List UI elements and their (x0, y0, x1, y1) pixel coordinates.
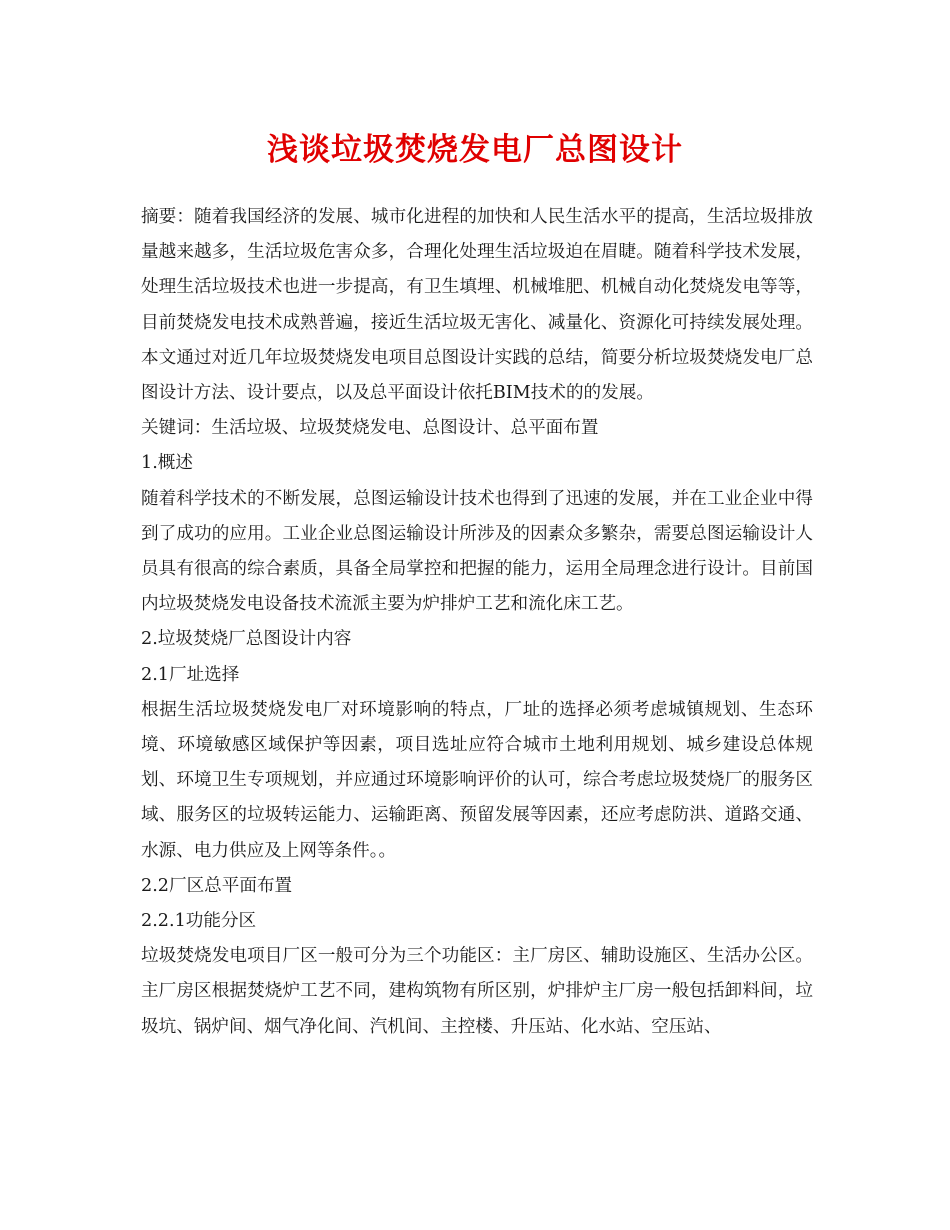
section-2-2-1-heading: 2.2.1功能分区 (141, 911, 257, 932)
section-1-heading: 1.概述 (141, 453, 193, 474)
document-body (141, 200, 813, 1045)
section-2-1-heading: 2.1厂址选择 (141, 664, 240, 685)
section-2-2-heading: 2.2厂区总平面布置 (141, 875, 293, 896)
document-title: 浅谈垃圾焚烧发电厂总图设计 (267, 132, 683, 168)
section-2-heading: 2.垃圾焚烧厂总图设计内容 (141, 629, 352, 650)
abstract-paragraph: 摘要：随着我国经济的发展、城市化进程的加快和人民生活水平的提高，生活垃圾排放量越来越多，生活垃圾危害众多，合理化处理生活垃圾迫在眉睫。随着科学技术发展，处理生活垃圾技术也进一步提高，有卫生填埋、机械堆肥、机械自动化焚烧发电等等，目前焚烧发电技术成熟普遍，接近生活垃圾无害化、减量化、资源化可持续发展处理。本文通过对近几年垃圾焚烧发电项目总图设计实践的总结，简要分析垃圾焚烧发电厂总图设计方法、设计要点，以及总平面设计依托BIM技术的的发展。 (141, 207, 813, 404)
keywords-line: 关键词：生活垃圾、垃圾焚烧发电、总图设计、总平面布置 (141, 418, 599, 439)
section-1-paragraph: 随着科学技术的不断发展，总图运输设计技术也得到了迅速的发展，并在工业企业中得到了成功的应用。工业企业总图运输设计所涉及的因素众多繁杂，需要总图运输设计人员具有很高的综合素质，具备全局掌控和把握的能力，运用全局理念进行设计。目前国内垃圾焚烧发电设备技术流派主要为炉排炉工艺和流化床工艺。 (141, 488, 813, 615)
section-2-1-paragraph: 根据生活垃圾焚烧发电厂对环境影响的特点，厂址的选择必须考虑城镇规划、生态环境、环境敏感区域保护等因素，项目选址应符合城市土地利用规划、城乡建设总体规划、环境卫生专项规划，并应通过环境影响评价的认可，综合考虑垃圾焚烧厂的服务区域、服务区的垃圾转运能力、运输距离、预留发展等因素，还应考虑防洪、道路交通、水源、电力供应及上网等条件。。 (141, 699, 813, 861)
section-2-2-1-paragraph: 垃圾焚烧发电项目厂区一般可分为三个功能区：主厂房区、辅助设施区、生活办公区。主厂房区根据焚烧炉工艺不同，建构筑物有所区别，炉排炉主厂房一般包括卸料间，垃圾坑、锅炉间、烟气净化间、汽机间、主控楼、升压站、化水站、空压站、 (141, 946, 813, 1037)
